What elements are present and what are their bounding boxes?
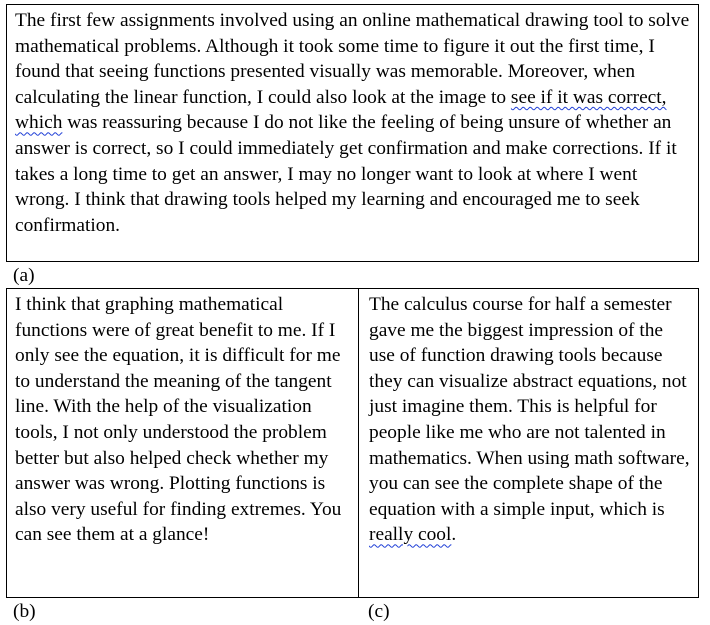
quote-a-text-end: was reassuring because I do not like the feeling of being unsure of whether an answer is correct, so I could immediately get confirmation and make corrections. If it takes a long time to get an answer, I may no longer want to look at where I went wrong. I think that drawing tools helped my learning and encouraged me to seek confirmation. <box>15 112 677 236</box>
grammar-flag-c: really cool <box>369 524 452 546</box>
quote-c-text-start: The calculus course for half a semester gave me the biggest impression of the use of function drawing tools because they can visualize abstract equations, not just imagine them. This is helpful for people like me who are not talented in mathematics. When using math software, you can see the complete shape of the equation with a simple input, which is <box>369 294 690 520</box>
quote-c-text-end: . <box>451 524 457 546</box>
quote-c-text <box>359 289 698 548</box>
quote-a-text <box>7 5 698 238</box>
quote-box-a <box>6 4 699 262</box>
quote-box-b <box>6 288 359 598</box>
caption-b: (b) <box>13 601 36 622</box>
quote-a-text-start: The first few assignments involved using an online mathematical drawing tool to solve mathematical problems. Although it took some time to figure it out the first time, I found that seeing functions presented visually was memorable. Moreover, when calculating the linear function, I could also look at the image to <box>15 10 690 108</box>
caption-c: (c) <box>368 601 390 622</box>
caption-a: (a) <box>13 265 35 286</box>
quote-box-c <box>358 288 699 598</box>
quote-b-text: I think that graphing mathematical functions were of great benefit to me. If I only see the equation, it is difficult for me to understand the meaning of the tangent line. With the help of the visualization tools, I not only understood the problem better but also helped check whether my answer was wrong. Plotting functions is also very useful for finding extremes. You can see them at a glance! <box>15 294 342 546</box>
grammar-flag-a: see if it was correct, which <box>15 86 667 134</box>
